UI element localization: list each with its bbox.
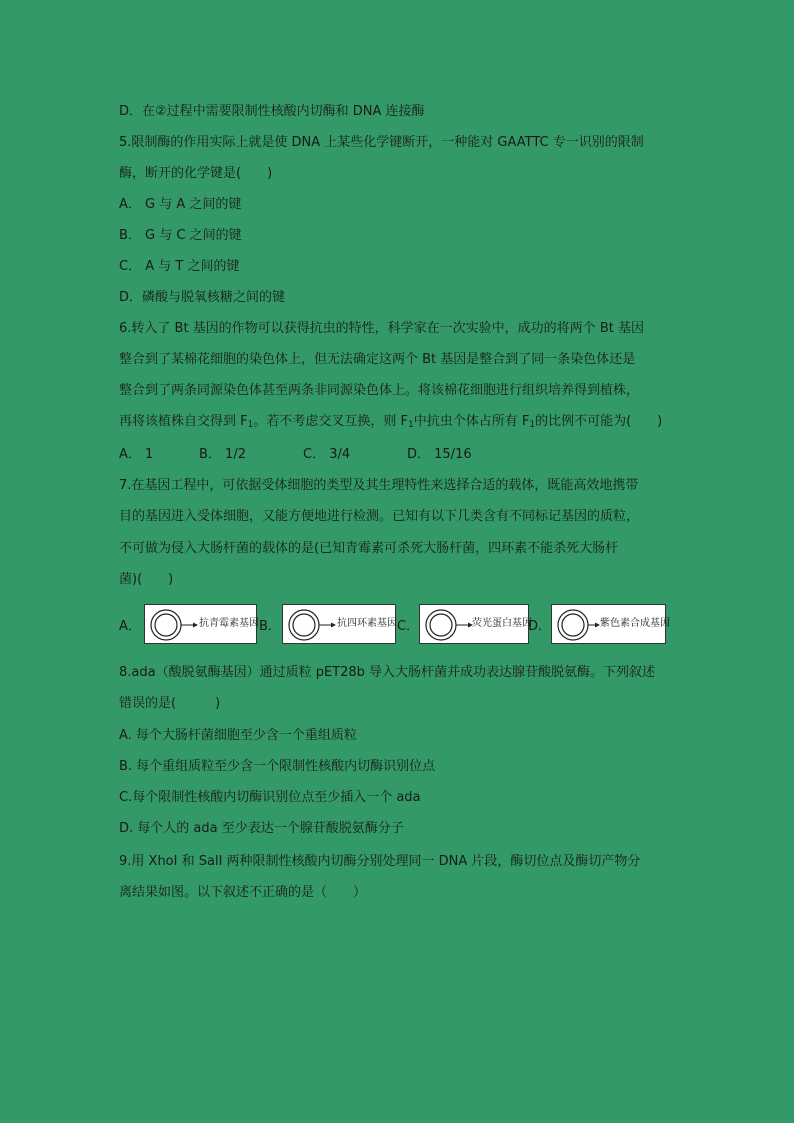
q6-option-d: D． 15/16 [407, 447, 472, 462]
q6-stem-line3: 整合到了两条同源染色体甚至两条非同源染色体上。将该棉花细胞进行组织培养得到植株， [119, 383, 640, 398]
q6-option-c: C． 3/4 [303, 447, 351, 462]
q6-option-b: B． 1/2 [199, 447, 246, 462]
q8-option-d: D. 每个人的 ada 至少表达一个腺苷酸脱氨酶分子 [119, 821, 404, 836]
plasmid-a [144, 604, 257, 644]
q7-option-c-label: C． [397, 619, 420, 634]
q8-option-b: B. 每个重组质粒至少含一个限制性核酸内切酶识别位点 [119, 759, 436, 774]
q5-option-c: C． A 与 T 之间的键 [119, 259, 240, 274]
q7-option-b-label: B． [259, 619, 281, 634]
q8-option-a: A. 每个大肠杆菌细胞至少含一个重组质粒 [119, 728, 357, 743]
q5-stem-line1: 5.限制酶的作用实际上就是使 DNA 上某些化学键断开，一种能对 GAATTC 专一识别的限制 [119, 135, 644, 150]
q5-option-a: A． G 与 A 之间的键 [119, 197, 242, 212]
q5-option-d: D．磷酸与脱氧核糖之间的键 [119, 290, 286, 305]
q5-stem-line2: 酶，断开的化学键是( ) [119, 166, 273, 181]
q7-option-a-label: A． [119, 619, 141, 634]
plasmid-d-gene: 紫色素合成基因 [600, 618, 670, 629]
plasmid-c-gene: 荧光蛋白基因 [472, 618, 532, 629]
q6-option-a: A． 1 [119, 447, 154, 462]
q8-stem-line2: 错误的是( ) [119, 696, 221, 711]
q7-stem-line2: 目的基因进入受体细胞，又能方便地进行检测。已知有以下几类含有不同标记基因的质粒， [119, 509, 640, 524]
q5-option-b: B． G 与 C 之间的键 [119, 228, 242, 243]
q7-stem-line3: 不可做为侵入大肠杆菌的载体的是(已知青霉素可杀死大肠杆菌，四环素不能杀死大肠杆 [119, 541, 619, 556]
q6-stem-line2: 整合到了某棉花细胞的染色体上，但无法确定这两个 Bt 基因是整合到了同一条染色体还是 [119, 352, 636, 367]
q6-options [119, 446, 679, 464]
q7-plasmid-options [119, 604, 679, 648]
q7-stem-line1: 7.在基因工程中，可依据受体细胞的类型及其生理特性来选择合适的载体，既能高效地携带 [119, 478, 639, 493]
q8-stem-line1: 8.ada（酸脱氨酶基因）通过质粒 pET28b 导入大肠杆菌并成功表达腺苷酸脱氨酶。下列叙述 [119, 665, 656, 680]
plasmid-b-gene: 抗四环素基因 [337, 618, 397, 629]
q6-stem-line4: 再将该植株自交得到 $F_1$。若不考虑交叉互换，则 $F_1$中抗虫个体占所有 $F_1$的比例不可能为( ) [119, 414, 663, 430]
plasmid-d [551, 604, 670, 644]
q7-option-d-label: D． [528, 619, 552, 634]
q9-stem-line2: 离结果如图。以下叙述不正确的是（ ） [119, 885, 367, 900]
q8-option-c: C.每个限制性核酸内切酶识别位点至少插入一个 ada [119, 790, 421, 805]
plasmid-c [419, 604, 532, 644]
q7-stem-line4: 菌)( ) [119, 572, 174, 587]
plasmid-a-gene: 抗青霉素基因 [199, 618, 259, 629]
q4-option-d: D．在②过程中需要限制性核酸内切酶和 DNA 连接酶 [119, 104, 425, 119]
q9-stem-line1: 9.用 XhoI 和 SalI 两种限制性核酸内切酶分别处理同一 DNA 片段，酶切位点及酶切产物分 [119, 854, 641, 869]
plasmid-b [282, 604, 396, 644]
q6-stem-line1: 6.转入了 Bt 基因的作物可以获得抗虫的特性，科学家在一次实验中，成功的将两个 Bt 基因 [119, 321, 644, 336]
